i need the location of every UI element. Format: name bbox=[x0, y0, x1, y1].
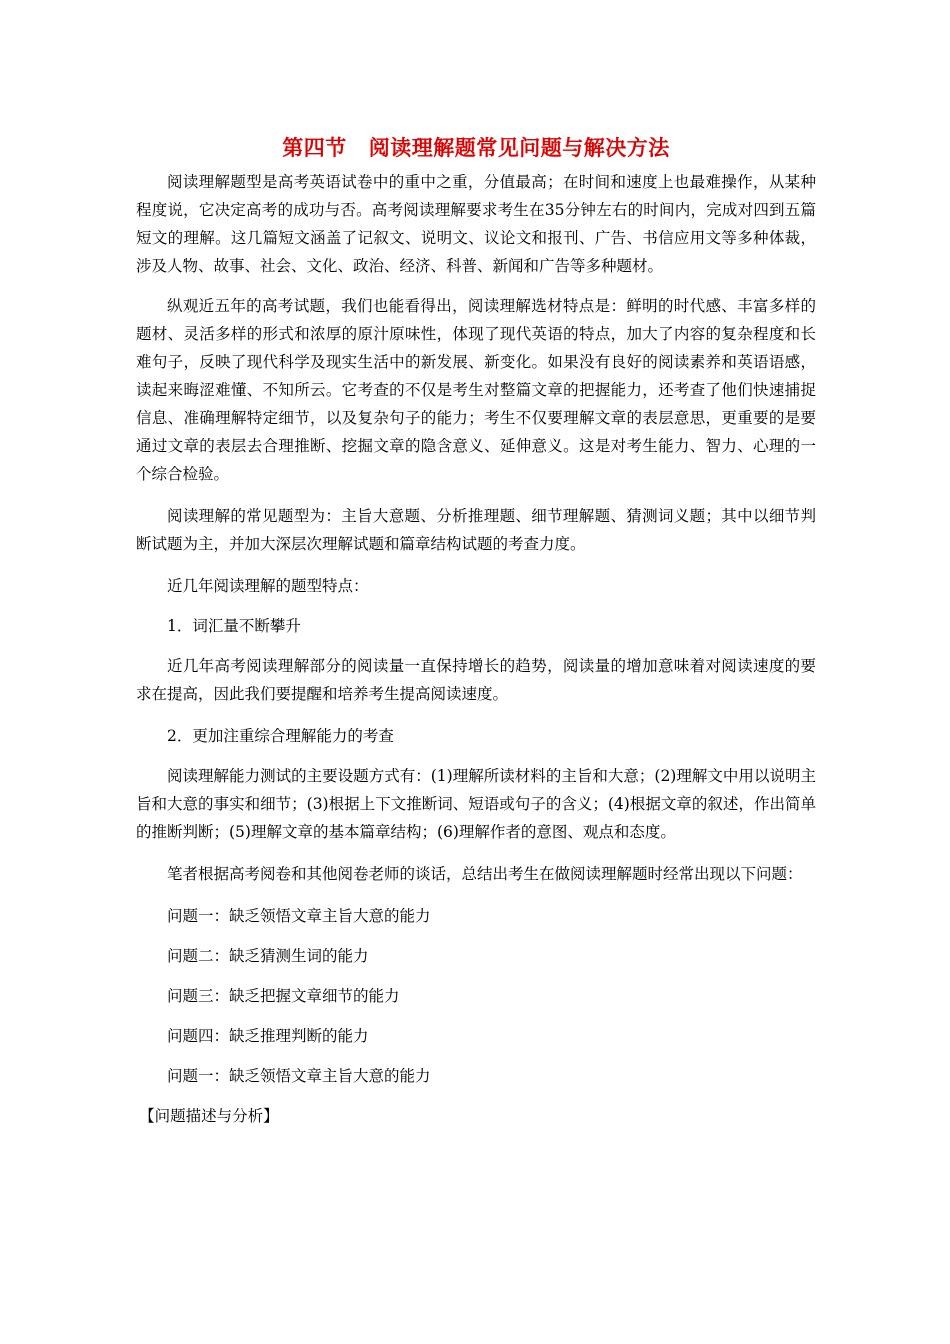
problem-heading-1: 问题一：缺乏领悟文章主旨大意的能力 bbox=[167, 1067, 431, 1085]
problem-item-2: 问题二：缺乏猜测生词的能力 bbox=[167, 947, 369, 965]
paragraph-author-summary: 笔者根据高考阅卷和其他阅卷老师的谈话，总结出考生在做阅读理解题时经常出现以下问题： bbox=[167, 865, 803, 883]
paragraph-reading-volume: 近几年高考阅读理解部分的阅读量一直保持增长的趋势，阅读量的增加意味着对阅读速度的要求在提高，因此我们要提醒和培养考生提高阅读速度。 bbox=[136, 657, 816, 703]
problem-item-4: 问题四：缺乏推理判断的能力 bbox=[167, 1027, 369, 1045]
list-heading-2: 2．更加注重综合理解能力的考查 bbox=[167, 727, 394, 745]
section-number: 第四节 bbox=[282, 135, 347, 160]
subsection-heading: 【问题描述与分析】 bbox=[139, 1107, 279, 1125]
paragraph-selection-features: 纵观近五年的高考试题，我们也能看得出，阅读理解选材特点是：鲜明的时代感、丰富多样的题材、灵活多样的形式和浓厚的原汁原味性，体现了现代英语的特点，加大了内容的复杂程度和长难句子，反映了现代科学及现实生活中的新发展、新变化。如果没有良好的阅读素养和英语语感，读起来晦涩难懂、不知所云。它考查的不仅是考生对整篇文章的把握能力，还考查了他们快速捕捉信息、准确理解特定细节，以及复杂句子的能力；考生不仅要理解文章的表层意思，更重要的是要通过文章的表层去合理推断、挖掘文章的隐含意义、延伸意义。这是对考生能力、智力、心理的一个综合检验。 bbox=[136, 297, 816, 483]
paragraph-intro: 阅读理解题型是高考英语试卷中的重中之重，分值最高；在时间和速度上也最难操作，从某种程度说，它决定高考的成功与否。高考阅读理解要求考生在35分钟左右的时间内，完成对四到五篇短文的理解。这几篇短文涵盖了记叙文、说明文、议论文和报刊、广告、书信应用文等多种体裁，涉及人物、故事、社会、文化、政治、经济、科普、新闻和广告等多种题材。 bbox=[136, 173, 816, 275]
list-heading-1: 1．词汇量不断攀升 bbox=[167, 617, 301, 635]
section-title: 阅读理解题常见问题与解决方法 bbox=[368, 135, 670, 160]
page-title bbox=[136, 128, 816, 168]
document-page bbox=[136, 128, 816, 1142]
paragraph-test-methods: 阅读理解能力测试的主要设题方式有：(1)理解所读材料的主旨和大意；(2)理解文中用以说明主旨和大意的事实和细节；(3)根据上下文推断词、短语或句子的含义；(4)根据文章的叙述，作出简单的推断判断；(5)理解文章的基本篇章结构；(6)理解作者的意图、观点和态度。 bbox=[136, 767, 816, 841]
paragraph-question-types: 阅读理解的常见题型为：主旨大意题、分析推理题、细节理解题、猜测词义题；其中以细节判断试题为主，并加大深层次理解试题和篇章结构试题的考查力度。 bbox=[136, 507, 816, 553]
problem-item-1: 问题一：缺乏领悟文章主旨大意的能力 bbox=[167, 907, 431, 925]
problem-item-3: 问题三：缺乏把握文章细节的能力 bbox=[167, 987, 400, 1005]
paragraph-recent-features: 近几年阅读理解的题型特点： bbox=[167, 577, 369, 595]
